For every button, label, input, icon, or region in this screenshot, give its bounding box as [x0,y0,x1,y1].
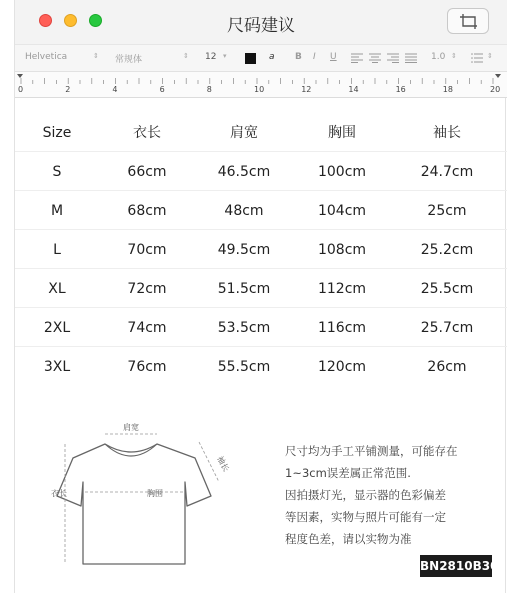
shoulder-cell: 55.5cm [217,359,271,375]
chevron-updown-icon: ⇕ [487,52,493,60]
chest-cell: 100cm [317,164,367,180]
size-cell: 2XL [43,320,71,336]
tshirt-measurement-diagram [35,418,245,568]
shoulder-label: 肩宽 [123,423,139,432]
length-cell: 76cm [127,359,167,375]
chest-cell: 108cm [317,242,367,258]
note-line: 1~3cm误差属正常范围. [285,466,411,480]
size-cell: M [50,203,64,219]
text-color-swatch[interactable] [245,53,256,64]
product-code-badge: BN2810B30 [420,555,492,577]
ruler-label: 10 [254,85,265,94]
ruler-label: 2 [65,85,71,94]
length-cell: 74cm [127,320,167,336]
shoulder-cell: 53.5cm [217,320,271,336]
font-size-select[interactable] [205,52,216,62]
right-indent-marker-icon[interactable] [495,74,501,78]
list-icon[interactable] [471,53,483,63]
table-row [15,348,507,386]
sleeve-cell: 25cm [427,203,467,219]
header-cell-sleeve: 袖长 [433,125,461,141]
ruler-label: 8 [206,85,212,94]
note-line: 尺寸均为手工平铺测量，可能存在 [285,444,458,458]
chest-cell: 112cm [317,281,367,297]
align-justify-icon[interactable] [405,53,417,63]
tshirt-outline-icon [57,444,211,564]
table-row [15,231,507,269]
align-center-icon[interactable] [369,53,381,63]
shoulder-cell: 51.5cm [217,281,271,297]
ruler-label: 20 [490,85,501,94]
sleeve-cell: 25.2cm [420,242,474,258]
bold-button[interactable]: B [295,52,302,62]
chest-cell: 116cm [317,320,367,336]
align-left-icon[interactable] [351,53,363,63]
ruler-label: 0 [18,85,24,94]
chevron-updown-icon: ⇕ [93,52,99,60]
table-row [15,270,507,308]
ruler-label: 4 [112,85,118,94]
table-row [15,309,507,347]
header-cell-chest: 胸围 [328,125,356,141]
table-header-row [15,114,507,152]
highlight-color-icon[interactable]: a [269,52,275,62]
header-cell-length: 衣长 [133,125,161,141]
shoulder-cell: 46.5cm [217,164,271,180]
ruler-label: 6 [159,85,165,94]
ruler-label: 16 [395,85,406,94]
line-spacing-select[interactable] [431,52,445,62]
measurement-note [285,440,495,550]
length-cell: 66cm [127,164,167,180]
chevron-down-icon: ▾ [223,52,227,60]
underline-button[interactable]: U [330,52,337,62]
ruler-label: 12 [301,85,312,94]
font-family-value: Helvetica [25,52,68,62]
font-size-value: 12 [205,52,217,62]
table-row [15,153,507,191]
table-row [15,192,507,230]
note-line: 因拍摄灯光，显示器的色彩偏差 [285,488,446,502]
chest-cell: 104cm [317,203,367,219]
header-cell-shoulder: 肩宽 [230,125,258,141]
sleeve-label: 袖长 [215,454,231,474]
note-line: 程度色差，请以实物为准 [285,532,412,546]
shoulder-cell: 48cm [224,203,264,219]
ruler-label: 14 [348,85,359,94]
chevron-updown-icon: ⇕ [183,52,189,60]
size-cell: S [52,164,62,180]
size-cell: XL [48,281,66,297]
left-indent-marker-icon[interactable] [17,74,23,78]
window-title: 尺码建议 [227,16,295,36]
format-toolbar [15,44,507,72]
sleeve-cell: 24.7cm [420,164,474,180]
sleeve-cell: 26cm [427,359,467,375]
chevron-updown-icon: ⇕ [451,52,457,60]
font-family-select[interactable] [25,52,67,62]
header-cell-size: Size [42,125,72,141]
size-cell: L [53,242,61,258]
line-spacing-value: 1.0 [431,52,446,62]
length-label: 衣长 [51,489,67,498]
font-style-select[interactable] [115,52,142,65]
crop-button[interactable] [447,8,489,34]
chest-cell: 120cm [317,359,367,375]
title-bar [15,0,507,44]
ruler[interactable] [15,72,507,98]
sleeve-cell: 25.5cm [420,281,474,297]
crop-icon [459,13,479,30]
document-window [14,0,506,593]
length-cell: 68cm [127,203,167,219]
ruler-label: 18 [442,85,453,94]
size-cell: 3XL [43,359,71,375]
italic-button[interactable]: I [313,52,316,62]
font-style-value: 常规体 [115,55,143,65]
length-cell: 72cm [127,281,167,297]
shoulder-cell: 49.5cm [217,242,271,258]
note-line: 等因素，实物与照片可能有一定 [285,510,446,524]
length-cell: 70cm [127,242,167,258]
chest-label: 胸围 [147,489,163,498]
sleeve-cell: 25.7cm [420,320,474,336]
align-right-icon[interactable] [387,53,399,63]
